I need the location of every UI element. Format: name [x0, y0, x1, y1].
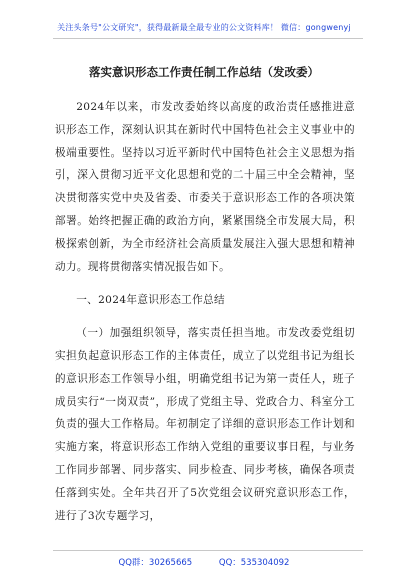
intro-paragraph: 2024年以来，市发改委始终以高度的政治责任感推进意识形态工作，深刻认识其在新时代中国特色社会主义事业中的极端重要性。坚持以习近平新时代中国特色社会主义思想为指引，深入贯彻习近平文化思想和党的二十届三中全会精神，坚决贯彻落实党中央及省委、市委关于意识形态工作的各项决策部署。始终把握正确的政治方向，紧紧围绕全市发展大局，积极探索创新，为全市经济社会高质量发展注入强大思想和精神动力。现将贯彻落实情况报告如下。	[55, 101, 355, 273]
header-notice: 关注头条号"公文研究"，获得最新最全最专业的公文资料库！ 微信：gongwenyj	[57, 23, 351, 32]
document-body	[55, 96, 355, 527]
page-footer	[0, 550, 408, 580]
footer-contact	[0, 556, 408, 568]
section-heading: 一、2024年意识形态工作总结	[76, 294, 225, 307]
document-title: 落实意识形态工作责任制工作总结（发改委）	[89, 65, 319, 79]
section-paragraph: （一）加强组织领导，落实责任担当地。市发改委党组切实担负起意识形态工作的主体责任，成立了以党组书记为组长的意识形态工作领导小组，明确党组书记为第一责任人，班子成员实行“一岗双责”，形成了党组主导、党政合力、科室分工负责的强大工作格局。年初制定了详细的意识形态工作计划和实施方案，将意识形态工作纳入党组的重要议事日程，与业务工作同步部署、同步落实、同步检查、同步考核，确保各项责任落到实处。全年共召开了5次党组会议研究意识形态工作，进行了3次专题学习，	[55, 327, 355, 522]
footer-divider	[53, 550, 363, 551]
footer-qq-group: QQ群：30265665	[118, 558, 193, 568]
footer-qq: QQ：535304092	[218, 558, 290, 568]
header-divider	[53, 38, 363, 39]
page-header	[0, 0, 408, 52]
